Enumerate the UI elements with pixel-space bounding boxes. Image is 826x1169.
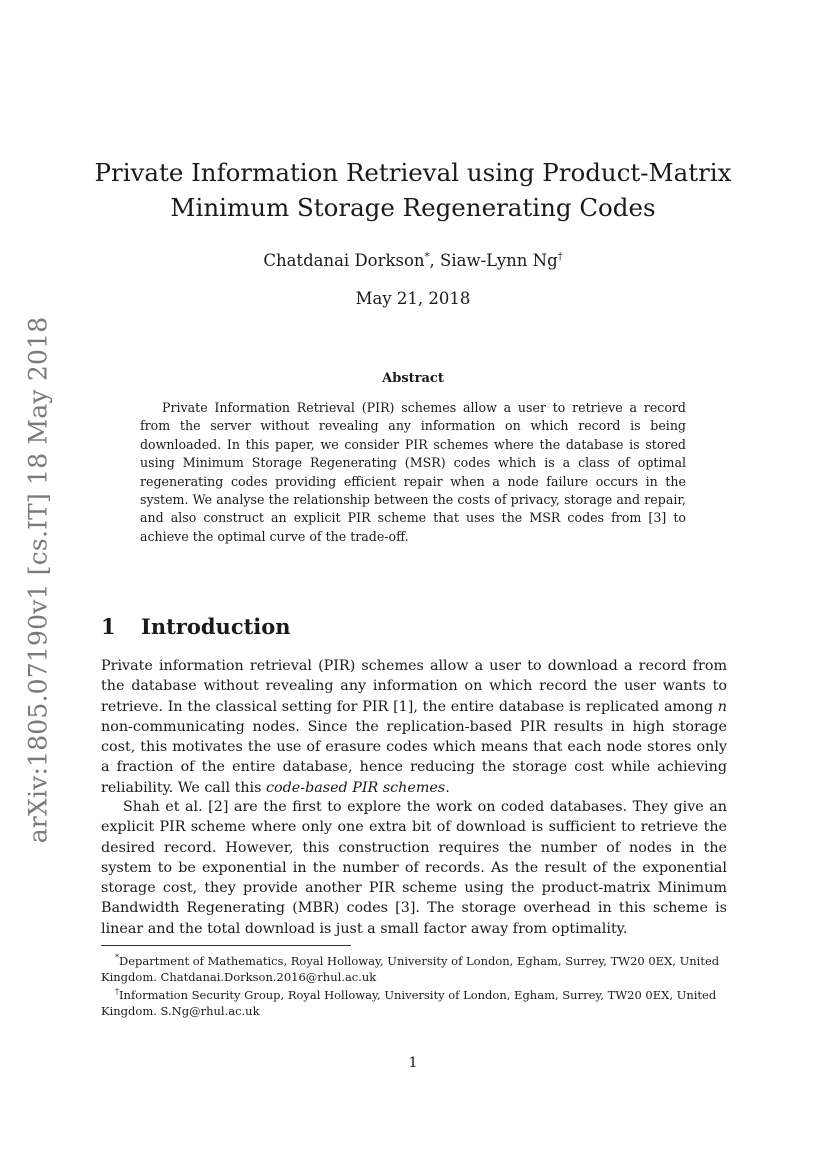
- footnote-1: [101, 950, 727, 985]
- arxiv-sidebar-stamp: [22, 316, 54, 844]
- author-1: Chatdanai Dorkson: [263, 251, 425, 270]
- footnote-2-mark: †: [115, 987, 119, 996]
- footnote-2: [101, 984, 727, 1019]
- footnote-2-text: Information Security Group, Royal Holloway, University of London, Egham, Surrey, TW20 0EX, United Kingdom. S.Ng@rhul.ac.uk: [101, 987, 717, 1018]
- intro-p1-variable-n: n: [717, 698, 727, 715]
- abstract-heading: Abstract: [382, 371, 444, 386]
- intro-p1-text-b: non-communicating nodes. Since the replication-based PIR results in high storage cost, this motivates the use of erasure codes which means that each node stores only a fraction of the entire database, hence reducing the storage cost while achieving reliability. We call this: [101, 718, 727, 796]
- footnote-1-mark: *: [115, 953, 119, 962]
- footnote-rule: [101, 945, 351, 946]
- intro-paragraph-2: Shah et al. [2] are the first to explore the work on coded databases. They give an explicit PIR scheme where only one extra bit of download is sufficient to retrieve the desired record. However, this construction requires the number of nodes in the system to be exponential in the number of records. As the result of the exponential storage cost, they provide another PIR scheme using the product-matrix Minimum Bandwidth Regenerating (MBR) codes [3]. The storage overhead in this scheme is linear and the total download is just a small factor away from optimality.: [101, 799, 727, 937]
- page-number: 1: [408, 1055, 418, 1071]
- author-1-footnote-mark: *: [424, 251, 430, 263]
- section-title: Introduction: [141, 614, 291, 639]
- section-number: 1: [101, 614, 116, 639]
- arxiv-identifier: arXiv:1805.07190v1 [cs.IT] 18 May 2018: [23, 316, 53, 844]
- title-line-2: Minimum Storage Regenerating Codes: [170, 193, 656, 222]
- author-2-footnote-mark: †: [557, 251, 563, 263]
- paper-title: [60, 155, 766, 225]
- intro-p1-end: .: [445, 779, 450, 796]
- title-line-1: Private Information Retrieval using Product-Matrix: [94, 158, 732, 187]
- footnote-1-text: Department of Mathematics, Royal Holloway, University of London, Egham, Surrey, TW20 0EX, United Kingdom. Chatdanai.Dorkson.2016@rhul.ac.uk: [101, 953, 720, 984]
- author-separator: ,: [429, 251, 441, 270]
- paper-date: May 21, 2018: [355, 289, 471, 308]
- intro-paragraph-1: [101, 656, 727, 798]
- abstract-body: Private Information Retrieval (PIR) schemes allow a user to retrieve a record from the server without revealing any information on which record is being downloaded. In this paper, we consider PIR schemes where the database is stored using Minimum Storage Regenerating (MSR) codes which is a class of optimal regenerating codes providing efficient repair when a node failure occurs in the system. We analyse the relationship between the costs of privacy, storage and repair, and also construct an explicit PIR scheme that uses the MSR codes from [3] to achieve the optimal curve of the trade-off.: [140, 400, 686, 544]
- intro-p1-emphasis: code-based PIR schemes: [266, 779, 446, 796]
- author-list: [60, 251, 766, 270]
- author-2: Siaw-Lynn Ng: [440, 251, 558, 270]
- intro-p1-text-a: Private information retrieval (PIR) schemes allow a user to download a record from the database without revealing any information on which record the user wants to retrieve. In the classical setting for PIR [1], the entire database is replicated among: [101, 658, 727, 715]
- section-heading: [101, 614, 291, 639]
